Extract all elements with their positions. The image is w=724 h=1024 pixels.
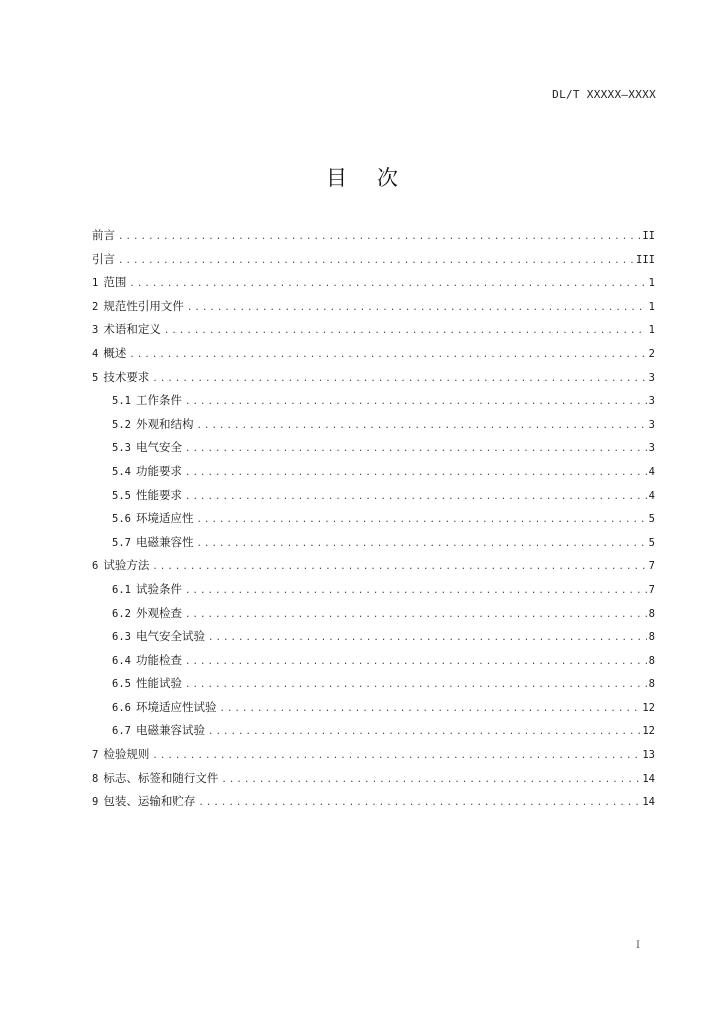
toc-entry-page: 1 [648,277,655,290]
toc-leader-dots [118,232,640,242]
toc-entry[interactable] [92,534,655,558]
toc-entry-label [92,321,164,337]
toc-entry-page: 12 [642,725,655,738]
toc-entry[interactable] [92,392,655,416]
document-code: DL/T XXXXX—XXXX [552,88,656,101]
toc-entry[interactable] [92,321,655,345]
toc-entry-number: 4 [92,347,99,360]
toc-entry-label [112,487,185,503]
toc-entry-page: 1 [648,300,655,313]
toc-leader-dots [164,326,647,336]
toc-entry[interactable] [92,628,655,652]
toc-leader-dots [152,374,646,384]
toc-entry[interactable] [92,439,655,463]
toc-entry-page: 12 [642,701,655,714]
toc-entry-text: 性能要求 [135,487,182,502]
toc-entry-label [112,534,196,550]
toc-leader-dots [221,775,640,785]
toc-entry-text: 试验方法 [103,558,150,573]
toc-leader-dots [219,704,640,714]
toc-entry-page: 3 [648,418,655,431]
toc-entry-text: 电磁兼容性 [135,534,194,549]
toc-leader-dots [129,279,646,289]
toc-entry-text: 功能要求 [135,463,182,478]
toc-entry-number: 6.7 [112,725,131,738]
toc-entry-page: II [642,230,655,242]
toc-entry-number: 5 [92,371,99,384]
toc-entry-label [112,675,185,691]
toc-entry-text: 包装、运输和贮存 [103,794,196,809]
toc-entry[interactable] [92,581,655,605]
toc-entry[interactable] [92,227,655,251]
toc-entry-text: 技术要求 [103,369,150,384]
toc-entry-number: 5.7 [112,536,131,549]
toc-entry-number: 9 [92,796,99,809]
toc-entry-label [112,581,185,597]
toc-entry[interactable] [92,699,655,723]
toc-entry-text: 术语和定义 [103,322,161,337]
toc-entry-number: 8 [92,772,99,785]
toc-leader-dots [185,492,647,502]
toc-entry-number: 6.6 [112,701,131,714]
toc-entry-label [112,605,185,621]
toc-leader-dots [198,798,640,808]
toc-entry[interactable] [92,793,655,817]
toc-entry-label [112,722,208,738]
toc-entry[interactable] [92,369,655,393]
toc-entry-number: 6.2 [112,607,131,620]
toc-leader-dots [185,610,647,620]
toc-entry-number: 5.6 [112,513,131,526]
toc-entry-label [92,345,129,361]
toc-leader-dots [208,633,647,643]
toc-entry-number: 5.2 [112,418,131,431]
toc-entry-number: 7 [92,749,99,762]
toc-entry-label [92,557,152,573]
toc-entry-page: 8 [648,654,655,667]
toc-entry[interactable] [92,557,655,581]
toc-entry-page: 3 [648,371,655,384]
toc-entry-number: 6.4 [112,654,131,667]
toc-entry-number: 6.1 [112,583,131,596]
toc-entry-number: 6 [92,560,99,573]
toc-entry[interactable] [92,463,655,487]
toc-entry-text: 检验规则 [103,747,150,762]
toc-entry-text: 功能检查 [135,652,182,667]
toc-entry-number: 5.3 [112,442,131,455]
toc-entry-page: 3 [648,395,655,408]
toc-entry-text: 试验条件 [135,581,182,596]
toc-entry-page: 8 [648,678,655,691]
toc-entry-number: 1 [92,277,99,290]
toc-entry-text: 环境适应性试验 [135,699,217,714]
toc-entry-text: 规范性引用文件 [103,298,184,313]
toc-entry-label [92,770,221,786]
toc-entry-text: 外观检查 [135,605,182,620]
toc-leader-dots [187,303,647,313]
toc-title-char-2: 次 [377,166,398,190]
toc-entry-label [112,463,185,479]
toc-leader-dots [196,421,646,431]
toc-entry-page: 14 [642,796,655,809]
toc-entry[interactable] [92,722,655,746]
toc-entry-page: 7 [648,583,655,596]
toc-entry-number: 5.4 [112,465,131,478]
toc-leader-dots [185,397,647,407]
toc-entry-number: 3 [92,324,99,337]
toc-entry-text: 外观和结构 [135,416,194,431]
toc-entry-label [112,416,196,432]
toc-entry[interactable] [92,345,655,369]
toc-entry-label [92,746,152,762]
toc-entry-label [112,392,185,408]
toc-entry[interactable] [92,675,655,699]
toc-entry-label [112,652,185,668]
toc-leader-dots [196,539,646,549]
toc-entry[interactable] [92,770,655,794]
toc-entry-label [92,274,129,290]
toc-entry-text: 前言 [92,228,115,242]
toc-entry-number: 5.5 [112,489,131,502]
page-number: I [636,940,640,951]
toc-entry-text: 范围 [103,275,127,290]
toc-entry-number: 2 [92,300,99,313]
toc-entry-page: 1 [648,324,655,337]
toc-entry-page: 14 [642,772,655,785]
toc-entry-page: 4 [648,489,655,502]
toc-entry-label [92,251,118,267]
toc-entry-number: 5.1 [112,395,131,408]
toc-entry[interactable] [92,487,655,511]
toc-entry-number: 6.5 [112,678,131,691]
toc-entry-label [112,439,185,455]
toc-entry-label [112,699,219,715]
toc-entry[interactable] [92,251,655,275]
toc-entry-text: 工作条件 [135,393,182,408]
table-of-contents [92,227,655,817]
toc-entry-text: 电磁兼容试验 [135,723,205,738]
toc-entry-page: 5 [648,536,655,549]
toc-leader-dots [185,680,647,690]
toc-entry[interactable] [92,746,655,770]
toc-entry-page: 8 [648,631,655,644]
toc-entry[interactable] [92,298,655,322]
toc-leader-dots [118,256,634,266]
toc-entry-text: 性能试验 [135,676,182,691]
toc-entry-label [92,298,187,314]
toc-entry-page: 2 [648,347,655,360]
toc-entry-page: 8 [648,607,655,620]
toc-entry[interactable] [92,274,655,298]
toc-entry-label [112,510,196,526]
toc-entry-number: 6.3 [112,631,131,644]
toc-leader-dots [196,515,646,525]
toc-leader-dots [152,751,640,761]
toc-entry[interactable] [92,510,655,534]
toc-entry[interactable] [92,416,655,440]
toc-entry-text: 概述 [103,345,127,360]
toc-entry-text: 环境适应性 [135,511,194,526]
toc-leader-dots [152,562,646,572]
toc-entry-page: 7 [648,560,655,573]
toc-leader-dots [185,444,647,454]
toc-entry[interactable] [92,605,655,629]
toc-leader-dots [208,727,640,737]
toc-entry-label [92,369,152,385]
toc-leader-dots [185,657,647,667]
toc-entry-text: 电气安全 [135,440,182,455]
toc-entry-page: 3 [648,442,655,455]
toc-leader-dots [129,350,646,360]
toc-entry-label [92,227,118,243]
toc-leader-dots [185,586,647,596]
toc-entry-text: 引言 [92,251,115,266]
toc-entry-label [92,793,198,809]
toc-title [0,162,724,192]
toc-entry-label [112,628,208,644]
toc-entry-page: 5 [648,513,655,526]
toc-leader-dots [185,468,647,478]
toc-entry[interactable] [92,652,655,676]
toc-entry-page: III [636,253,655,266]
toc-entry-text: 电气安全试验 [135,629,205,644]
toc-title-char-1: 目 [326,166,347,190]
toc-entry-page: 4 [648,465,655,478]
toc-entry-text: 标志、标签和随行文件 [103,770,219,785]
toc-entry-page: 13 [642,749,655,762]
